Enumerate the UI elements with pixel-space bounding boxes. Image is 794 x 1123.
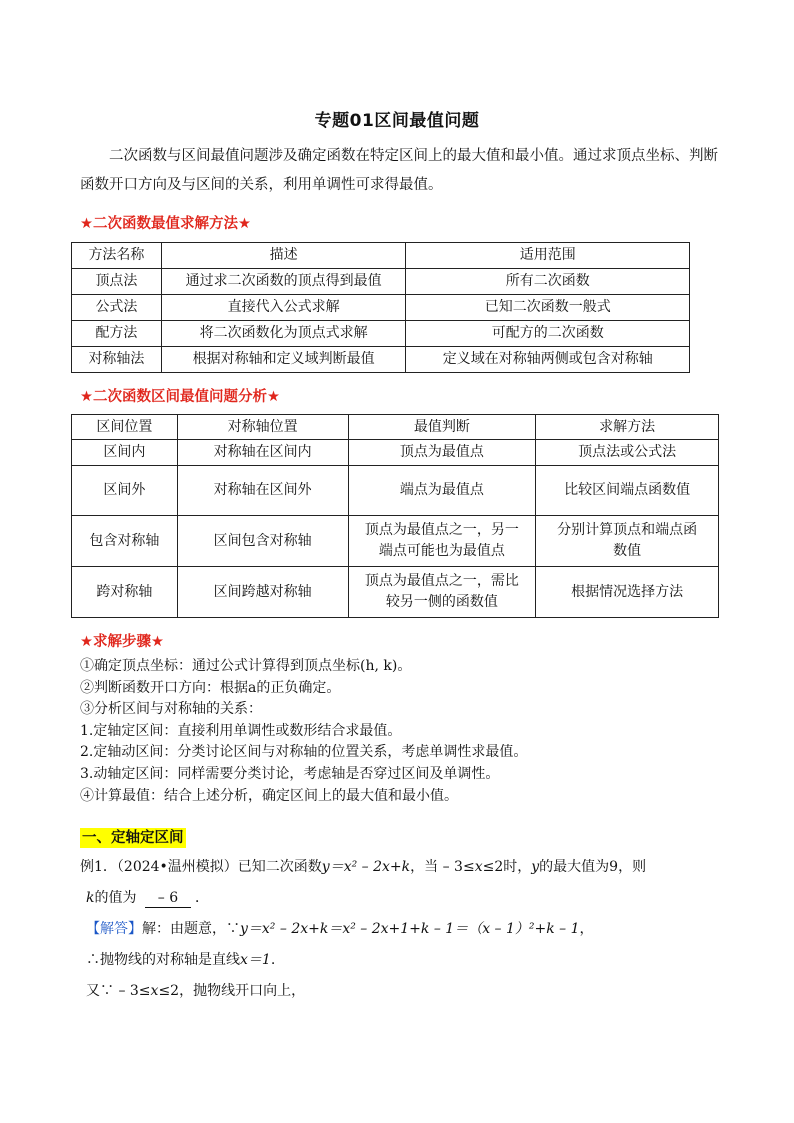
- solution-line3-end: ≤2，抛物线开口向上，: [158, 983, 306, 999]
- solution-end: ，: [579, 921, 594, 937]
- methods-table: [71, 242, 690, 373]
- solution-line2-end: .: [270, 952, 276, 968]
- table-row: [72, 516, 719, 567]
- table-cell: 通过求二次函数的顶点得到最值: [161, 269, 406, 295]
- table-row: [72, 440, 719, 466]
- table-header-row: [72, 243, 690, 269]
- example-function: y＝x² – 2x+k: [321, 859, 411, 875]
- table-header-cell: 适用范围: [406, 243, 690, 269]
- example-end: ．: [194, 890, 209, 906]
- example-block: [80, 852, 730, 1007]
- example-question-cont: [80, 883, 730, 914]
- table-row: [72, 567, 719, 618]
- table-row: [72, 295, 690, 321]
- table-cell: 可配方的二次函数: [406, 321, 690, 347]
- step-item: ③分析区间与对称轴的关系：: [80, 701, 262, 718]
- example-prefix: 例1．（2024•温州模拟）已知二次函数: [80, 859, 322, 875]
- table-cell: 对称轴在区间外: [177, 466, 348, 516]
- example-var: x: [474, 859, 483, 875]
- table-cell: 将二次函数化为顶点式求解: [161, 321, 406, 347]
- table-header-cell: 描述: [161, 243, 406, 269]
- table-header-cell: 对称轴位置: [177, 415, 348, 440]
- table-row: [72, 347, 690, 373]
- solution-line-2: [80, 945, 730, 976]
- table-cell: 顶点法或公式法: [536, 440, 719, 466]
- page-title: 专题01区间最值问题: [314, 111, 480, 131]
- table-header-cell: 求解方法: [536, 415, 719, 440]
- methods-heading: ★二次函数最值求解方法★: [80, 216, 251, 232]
- solution-line2-text: ∴抛物线的对称轴是直线: [86, 952, 240, 968]
- solution-equation: y＝x² – 2x+k＝x² – 2x+1+k – 1＝（x – 1）²+k – 1: [240, 921, 580, 937]
- table-cell: 定义域在对称轴两侧或包含对称轴: [406, 347, 690, 373]
- table-cell: 直接代入公式求解: [161, 295, 406, 321]
- analysis-table: [71, 414, 719, 618]
- example-k-tail: 的值为: [94, 890, 137, 906]
- table-cell: 区间包含对称轴: [177, 516, 348, 567]
- example-tail: 的最大值为9，则: [539, 859, 647, 875]
- step-item: 1.定轴定区间：直接利用单调性或数形结合求最值。: [80, 722, 402, 739]
- table-cell: 顶点为最值点之一，另一端点可能也为最值点: [348, 516, 536, 567]
- example-mid: ，当 – 3≤: [410, 859, 475, 875]
- table-cell: 顶点法: [72, 269, 162, 295]
- step-item: ④计算最值：结合上述分析，确定区间上的最大值和最小值。: [80, 787, 458, 804]
- table-cell: 跨对称轴: [72, 567, 178, 618]
- solution-text: 解：由题意，∵: [142, 921, 240, 937]
- steps-heading: ★求解步骤★: [80, 634, 164, 650]
- table-row: [72, 321, 690, 347]
- solution-line-3: [80, 976, 730, 1007]
- table-cell: 顶点为最值点之一，需比较另一侧的函数值: [348, 567, 536, 618]
- solution-line3-var: x: [150, 983, 159, 999]
- table-cell: 公式法: [72, 295, 162, 321]
- subsection-heading: 一、定轴定区间: [82, 830, 184, 846]
- step-item: 2.定轴动区间：分类讨论区间与对称轴的位置关系，考虑单调性求最值。: [80, 744, 528, 761]
- example-mid2: ≤2时，: [482, 859, 532, 875]
- table-cell: 对称轴在区间内: [177, 440, 348, 466]
- analysis-heading: ★二次函数区间最值问题分析★: [80, 389, 280, 405]
- example-question: [80, 852, 730, 883]
- solution-line2-eq: x＝1: [240, 952, 271, 968]
- table-header-cell: 区间位置: [72, 415, 178, 440]
- table-cell: 端点为最值点: [348, 466, 536, 516]
- solution-line: [80, 914, 730, 945]
- example-y: y: [531, 859, 540, 875]
- table-header-cell: 最值判断: [348, 415, 536, 440]
- answer-blank: – 6: [145, 889, 191, 908]
- table-row: [72, 269, 690, 295]
- steps-list: [80, 656, 720, 807]
- step-item: 3.动轴定区间：同样需要分类讨论，考虑轴是否穿过区间及单调性。: [80, 765, 500, 782]
- table-cell: 区间跨越对称轴: [177, 567, 348, 618]
- table-cell: 顶点为最值点: [348, 440, 536, 466]
- table-header-row: [72, 415, 719, 440]
- table-cell: 所有二次函数: [406, 269, 690, 295]
- table-cell: 配方法: [72, 321, 162, 347]
- table-cell: 区间内: [72, 440, 178, 466]
- table-cell: 根据情况选择方法: [536, 567, 719, 618]
- solution-tag: 【解答】: [86, 921, 142, 937]
- table-cell: 比较区间端点函数值: [536, 466, 719, 516]
- table-cell: 已知二次函数一般式: [406, 295, 690, 321]
- step-item: ①确定顶点坐标：通过公式计算得到顶点坐标(h, k)。: [80, 658, 412, 674]
- table-row: [72, 466, 719, 516]
- table-cell: 对称轴法: [72, 347, 162, 373]
- table-cell: 区间外: [72, 466, 178, 516]
- intro-paragraph: 二次函数与区间最值问题涉及确定函数在特定区间上的最大值和最小值。通过求顶点坐标、判断函数开口方向及与区间的关系，利用单调性可求得最值。: [80, 148, 718, 193]
- table-cell: 包含对称轴: [72, 516, 178, 567]
- table-cell: 根据对称轴和定义域判断最值: [161, 347, 406, 373]
- example-k: k: [86, 890, 95, 906]
- solution-line3-text: 又∵ – 3≤: [86, 983, 151, 999]
- table-header-cell: 方法名称: [72, 243, 162, 269]
- table-cell: 分别计算顶点和端点函数值: [536, 516, 719, 567]
- step-item: ②判断函数开口方向：根据a的正负确定。: [80, 679, 341, 696]
